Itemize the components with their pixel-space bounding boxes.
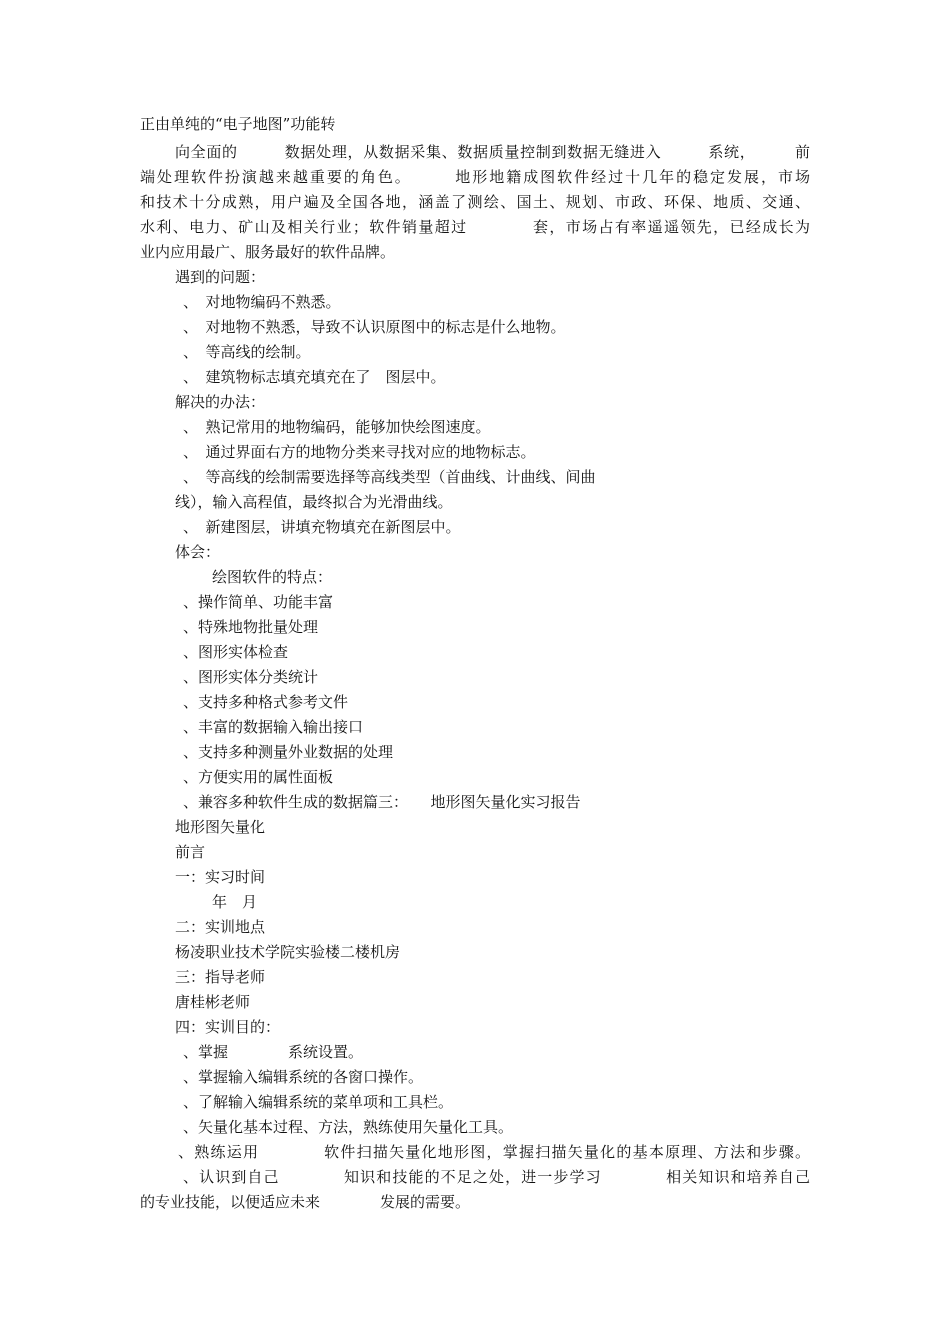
training-location-heading: 二：实训地点 xyxy=(175,918,266,936)
instructor-value: 唐桂彬老师 xyxy=(175,993,251,1011)
solution-item-3: 、 等高线的绘制需要选择等高线类型（首曲线、计曲线、间曲 xyxy=(183,468,596,486)
preface-heading: 前言 xyxy=(175,843,206,861)
goal-item-6-cont: 的专业技能，以便适应未来 发展的需要。 xyxy=(140,1193,471,1211)
features-heading: 绘图软件的特点： xyxy=(212,568,333,586)
goal-item-6: 、认识到自己 知识和技能的不足之处，进一步学习 相关知识和培养自己 xyxy=(183,1168,810,1186)
instructor-heading: 三：指导老师 xyxy=(175,968,266,986)
goal-item-1: 、掌握 系统设置。 xyxy=(183,1043,364,1061)
solution-item-2: 、 通过界面右方的地物分类来寻找对应的地物标志。 xyxy=(183,443,536,461)
text-line-5: 水利、电力、矿山及相关行业；软件销量超过 套，市场占有率遥遥领先，已经成长为 xyxy=(140,218,810,236)
goal-item-3: 、了解输入编辑系统的菜单项和工具栏。 xyxy=(183,1093,454,1111)
text-line-4: 和技术十分成熟，用户遍及全国各地，涵盖了测绘、国土、规划、市政、环保、地质、交通、 xyxy=(140,193,810,211)
section-heading-experience: 体会： xyxy=(175,543,221,561)
goal-item-5: 、熟练运用 软件扫描矢量化地形图，掌握扫描矢量化的基本原理、方法和步骤。 xyxy=(178,1143,810,1161)
goal-item-2: 、掌握输入编辑系统的各窗口操作。 xyxy=(183,1068,424,1086)
internship-time-value: 年 月 xyxy=(212,893,258,911)
problem-item-1: 、 对地物编码不熟悉。 xyxy=(183,293,341,311)
training-goals-heading: 四：实训目的： xyxy=(175,1018,281,1036)
feature-item-4: 、图形实体分类统计 xyxy=(183,668,319,686)
solution-item-1: 、 熟记常用的地物编码，能够加快绘图速度。 xyxy=(183,418,491,436)
problem-item-2: 、 对地物不熟悉，导致不认识原图中的标志是什么地物。 xyxy=(183,318,566,336)
internship-time-heading: 一：实习时间 xyxy=(175,868,266,886)
text-line-2: 向全面的 数据处理，从数据采集、数据质量控制到数据无缝进入 系统， 前 xyxy=(175,143,810,161)
section-heading-problems: 遇到的问题： xyxy=(175,268,266,286)
feature-item-6: 、丰富的数据输入输出接口 xyxy=(183,718,364,736)
goal-item-4: 、矢量化基本过程、方法，熟练使用矢量化工具。 xyxy=(183,1118,514,1136)
solution-item-4: 、 新建图层，讲填充物填充在新图层中。 xyxy=(183,518,461,536)
feature-item-5: 、支持多种格式参考文件 xyxy=(183,693,349,711)
text-line-3: 端处理软件扮演越来越重要的角色。 地形地籍成图软件经过十几年的稳定发展，市场 xyxy=(140,168,810,186)
feature-item-1: 、操作简单、功能丰富 xyxy=(183,593,334,611)
training-location-value: 杨凌职业技术学院实验楼二楼机房 xyxy=(175,943,401,961)
section-heading-solutions: 解决的办法： xyxy=(175,393,266,411)
solution-item-3-cont: 线），输入高程值，最终拟合为光滑曲线。 xyxy=(175,493,453,511)
feature-item-9: 、兼容多种软件生成的数据篇三： 地形图矢量化实习报告 xyxy=(183,793,581,811)
text-line-6: 业内应用最广、服务最好的软件品牌。 xyxy=(140,243,396,261)
feature-item-7: 、支持多种测量外业数据的处理 xyxy=(183,743,394,761)
text-line-1: 正由单纯的“电子地图”功能转 xyxy=(140,115,336,133)
problem-item-4: 、 建筑物标志填充填充在了 图层中。 xyxy=(183,368,446,386)
feature-item-3: 、图形实体检查 xyxy=(183,643,289,661)
feature-item-8: 、方便实用的属性面板 xyxy=(183,768,334,786)
problem-item-3: 、 等高线的绘制。 xyxy=(183,343,311,361)
feature-item-2: 、特殊地物批量处理 xyxy=(183,618,319,636)
report-title: 地形图矢量化 xyxy=(175,818,266,836)
